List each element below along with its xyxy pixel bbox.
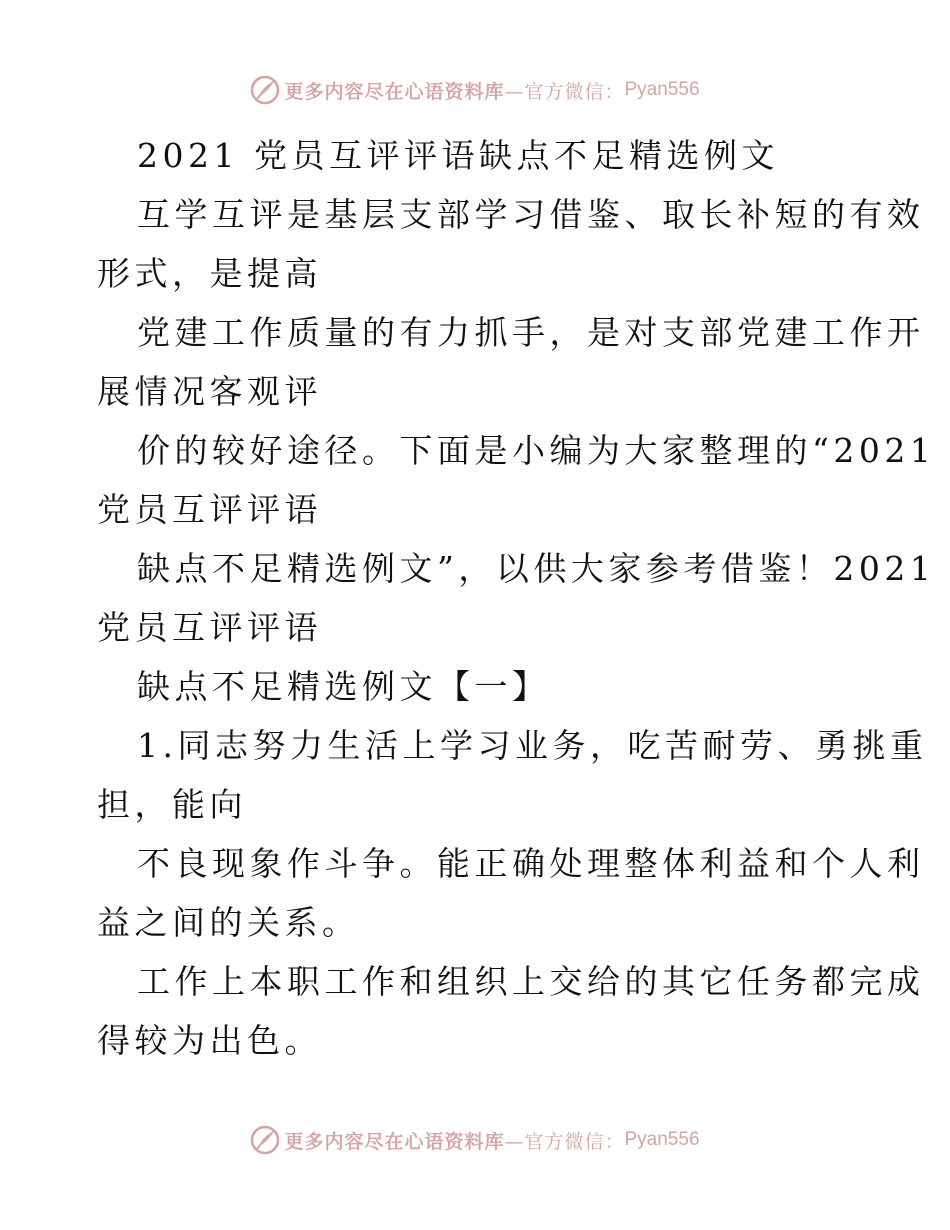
watermark-separator: —官方微信：: [504, 1130, 625, 1153]
watermark-brand: 更多内容尽在心语资料库: [284, 80, 505, 103]
header-watermark: [0, 72, 950, 108]
section-heading: 缺点不足精选例文【一】: [137, 667, 550, 706]
document-body: [97, 126, 936, 1070]
paragraph-line: 得较为出色。: [97, 1021, 322, 1060]
document-title: 2021 党员互评评语缺点不足精选例文: [137, 136, 779, 175]
paragraph-line: 缺点不足精选例文”，以供大家参考借鉴！2021: [137, 549, 936, 588]
footer-watermark: [0, 1122, 950, 1158]
paragraph-line: 1.同志努力生活上学习业务，吃苦耐劳、勇挑重: [137, 726, 928, 765]
paragraph-line: 益之间的关系。: [97, 903, 360, 942]
watermark-brand: 更多内容尽在心语资料库: [284, 1130, 505, 1153]
paragraph-line: 党建工作质量的有力抓手，是对支部党建工作开: [137, 313, 925, 352]
paragraph-line: 担，能向: [97, 785, 247, 824]
paragraph-line: 互学互评是基层支部学习借鉴、取长补短的有效: [137, 195, 925, 234]
watermark-wechat-id: Pyan556: [624, 1129, 700, 1150]
watermark-separator: —官方微信：: [504, 80, 625, 103]
paragraph-line: 党员互评评语: [97, 608, 322, 647]
paragraph-line: 党员互评评语: [97, 490, 322, 529]
quill-pen-logo-icon: [250, 1125, 280, 1155]
paragraph-line: 工作上本职工作和组织上交给的其它任务都完成: [137, 962, 925, 1001]
quill-pen-logo-icon: [250, 75, 280, 105]
paragraph-line: 不良现象作斗争。能正确处理整体利益和个人利: [137, 844, 925, 883]
paragraph-line: 形式，是提高: [97, 254, 322, 293]
paragraph-line: 展情况客观评: [97, 372, 322, 411]
paragraph-line: 价的较好途径。下面是小编为大家整理的“2021: [137, 431, 936, 470]
watermark-wechat-id: Pyan556: [624, 79, 700, 100]
